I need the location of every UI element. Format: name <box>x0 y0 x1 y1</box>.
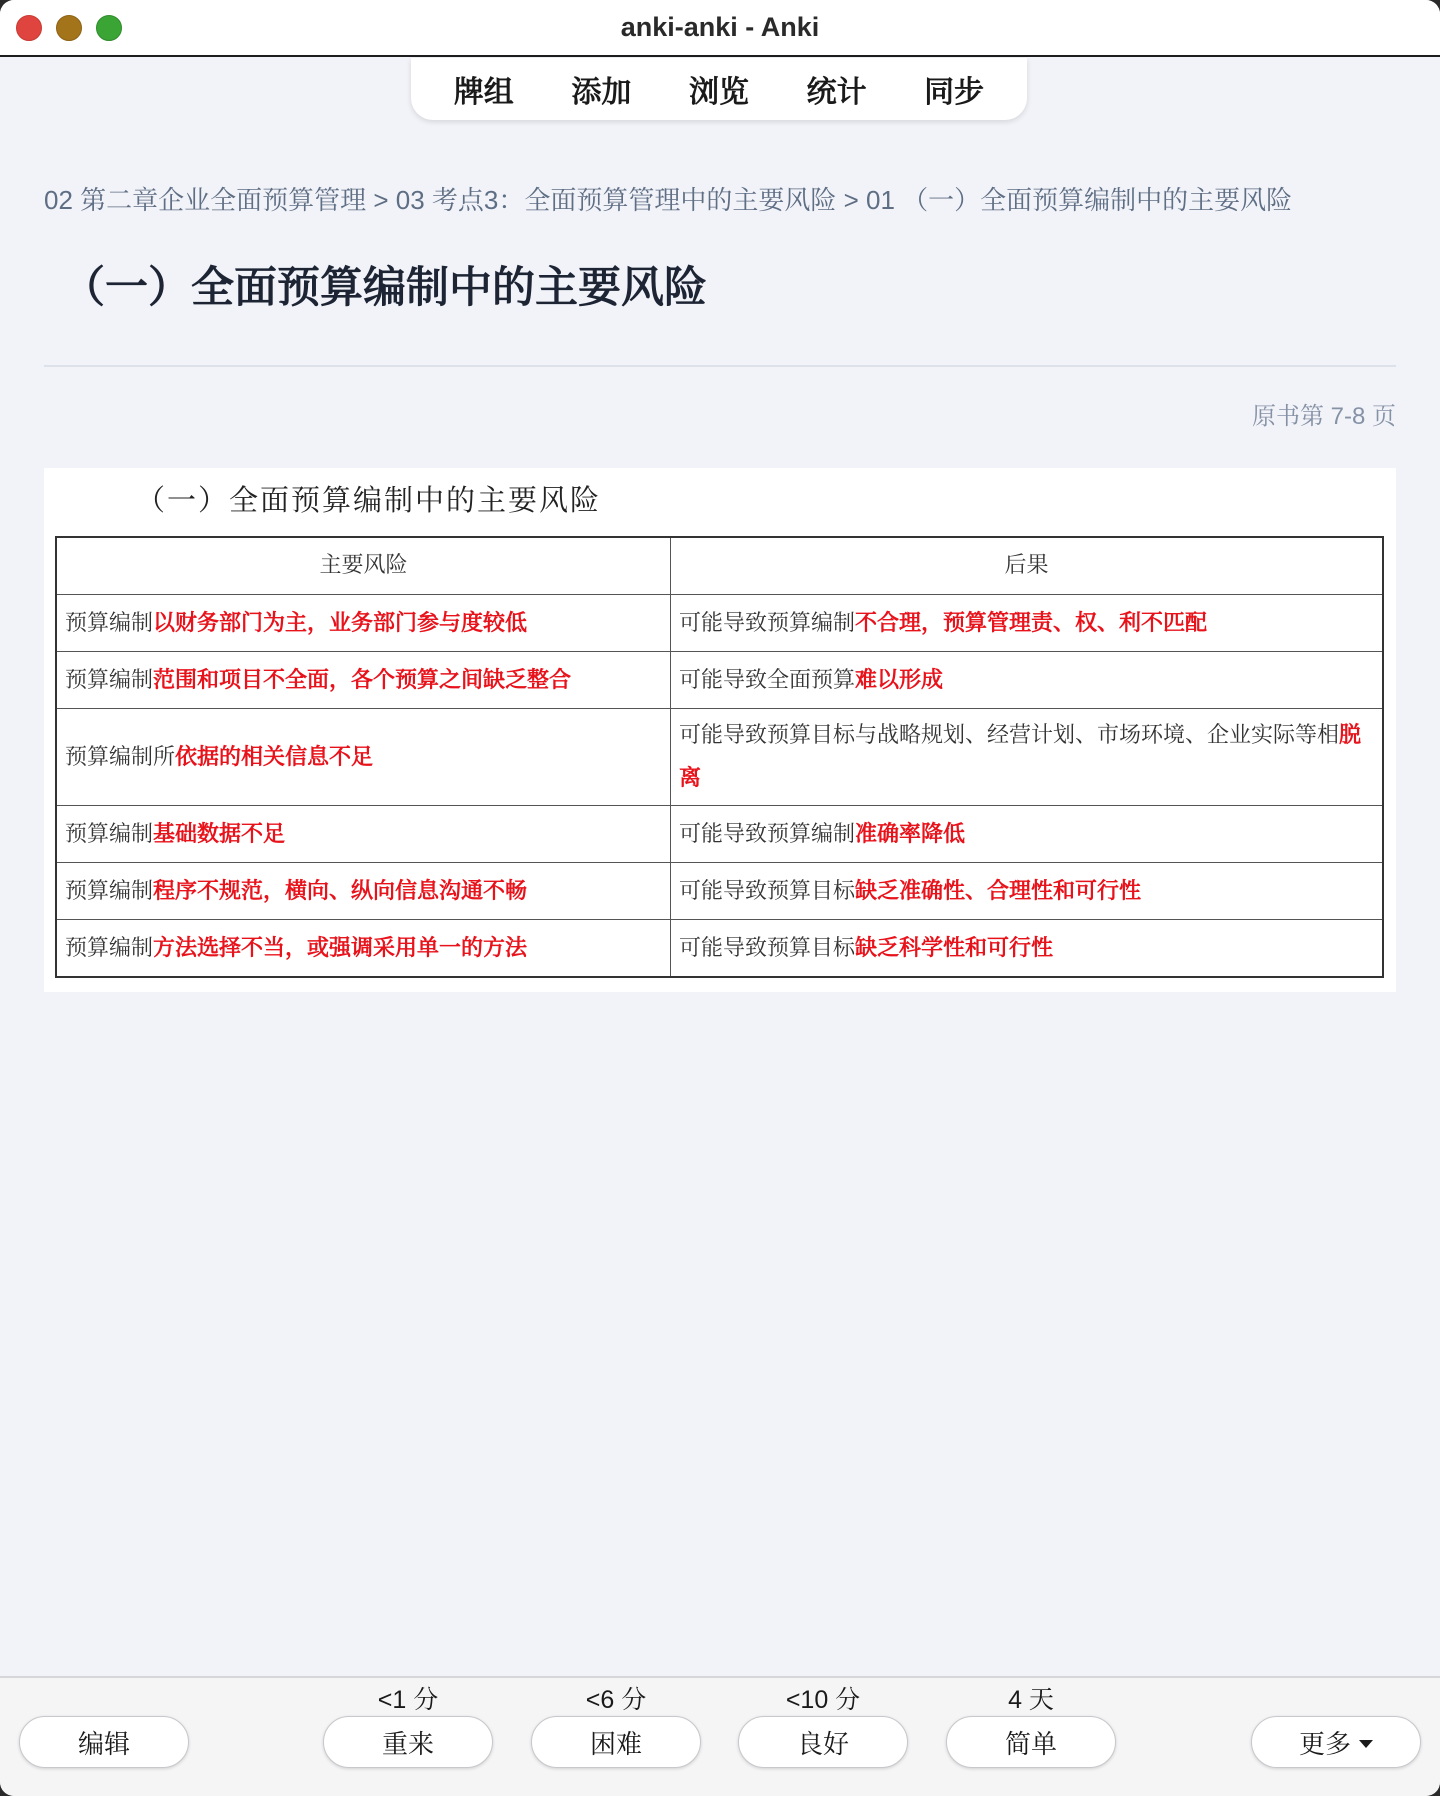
breadcrumb: 02 第二章企业全面预算管理 > 03 考点3：全面预算管理中的主要风险 > 01 （一）全面预算编制中的主要风险 <box>44 185 1293 215</box>
due-hard: <6 分 <box>585 1686 647 1714</box>
risk-highlight: 方法选择不当，或强调采用单一的方法 <box>153 934 528 961</box>
result-cell <box>671 652 1384 709</box>
table-row <box>56 652 1383 709</box>
edit-button-label: 编辑 <box>77 1728 130 1759</box>
result-cell <box>671 595 1384 652</box>
result-text: 可能导致预算编制 <box>679 610 856 636</box>
risk-highlight: 基础数据不足 <box>153 820 286 847</box>
result-highlight: 准确率降低 <box>855 820 966 847</box>
risk-cell <box>56 709 671 806</box>
again-button[interactable] <box>323 1716 493 1768</box>
risk-highlight: 依据的相关信息不足 <box>175 743 374 770</box>
result-highlight: 缺乏科学性和可行性 <box>855 934 1054 961</box>
result-highlight: 不合理，预算管理责、权、利不匹配 <box>855 609 1208 636</box>
due-again: <1 分 <box>377 1686 439 1714</box>
risk-text: 预算编制所 <box>65 744 176 770</box>
result-cell <box>671 863 1384 920</box>
scan-heading: （一）全面预算编制中的主要风险 <box>136 483 602 517</box>
good-button-label: 良好 <box>796 1728 849 1759</box>
nav-stats[interactable]: 统计 <box>806 76 867 109</box>
table-row <box>56 709 1383 806</box>
divider <box>44 365 1396 367</box>
good-button[interactable] <box>738 1716 908 1768</box>
risk-text: 预算编制 <box>65 821 154 847</box>
risk-text: 预算编制 <box>65 610 154 636</box>
result-cell <box>671 709 1384 806</box>
risk-cell <box>56 863 671 920</box>
risk-highlight: 范围和项目不全面，各个预算之间缺乏整合 <box>153 666 572 693</box>
table-row <box>56 595 1383 652</box>
due-easy: 4 天 <box>1008 1686 1054 1714</box>
result-text: 可能导致预算目标与战略规划、经营计划、市场环境、企业实际等相 <box>679 723 1340 748</box>
review-bar <box>0 1676 1440 1796</box>
result-highlight: 脱离 <box>679 722 1362 791</box>
result-highlight: 难以形成 <box>855 666 944 693</box>
nav-decks[interactable]: 牌组 <box>453 76 514 109</box>
risk-cell <box>56 595 671 652</box>
result-highlight: 缺乏准确性、合理性和可行性 <box>855 877 1142 904</box>
nav-add[interactable]: 添加 <box>571 76 632 109</box>
risk-highlight: 程序不规范，横向、纵向信息沟通不畅 <box>153 877 528 904</box>
result-text: 可能导致预算目标 <box>679 935 856 961</box>
result-text: 可能导致全面预算 <box>679 667 856 693</box>
card-title: （一）全面预算编制中的主要风险 <box>62 264 707 312</box>
top-nav <box>411 58 1027 120</box>
nav-sync[interactable]: 同步 <box>924 76 985 109</box>
header-risk: 主要风险 <box>56 537 671 595</box>
title-bar <box>0 0 1440 57</box>
risk-cell <box>56 920 671 978</box>
easy-button[interactable] <box>946 1716 1116 1768</box>
result-text: 可能导致预算目标 <box>679 878 856 904</box>
caret-down-icon <box>1359 1740 1373 1748</box>
due-good: <10 分 <box>785 1686 861 1714</box>
risk-text: 预算编制 <box>65 935 154 961</box>
again-button-label: 重来 <box>381 1728 434 1759</box>
result-text: 可能导致预算编制 <box>679 821 856 847</box>
risk-cell <box>56 652 671 709</box>
table-row <box>56 806 1383 863</box>
risk-text: 预算编制 <box>65 878 154 904</box>
header-result: 后果 <box>671 537 1384 595</box>
nav-browse[interactable]: 浏览 <box>688 76 749 109</box>
result-cell <box>671 920 1384 978</box>
easy-button-label: 简单 <box>1004 1728 1057 1759</box>
more-button-label: 更多 <box>1298 1728 1351 1759</box>
table-header-row <box>56 537 1383 595</box>
risk-table <box>55 536 1384 978</box>
edit-button[interactable] <box>19 1716 189 1768</box>
hard-button[interactable] <box>531 1716 701 1768</box>
window-title: anki-anki - Anki <box>620 12 820 42</box>
risk-cell <box>56 806 671 863</box>
page-reference: 原书第 7-8 页 <box>1251 403 1396 430</box>
risk-highlight: 以财务部门为主，业务部门参与度较低 <box>153 609 528 636</box>
more-button[interactable] <box>1251 1716 1421 1768</box>
scanned-table-image <box>44 468 1396 992</box>
result-cell <box>671 806 1384 863</box>
table-row <box>56 863 1383 920</box>
hard-button-label: 困难 <box>589 1728 642 1759</box>
risk-text: 预算编制 <box>65 667 154 693</box>
table-row <box>56 920 1383 978</box>
